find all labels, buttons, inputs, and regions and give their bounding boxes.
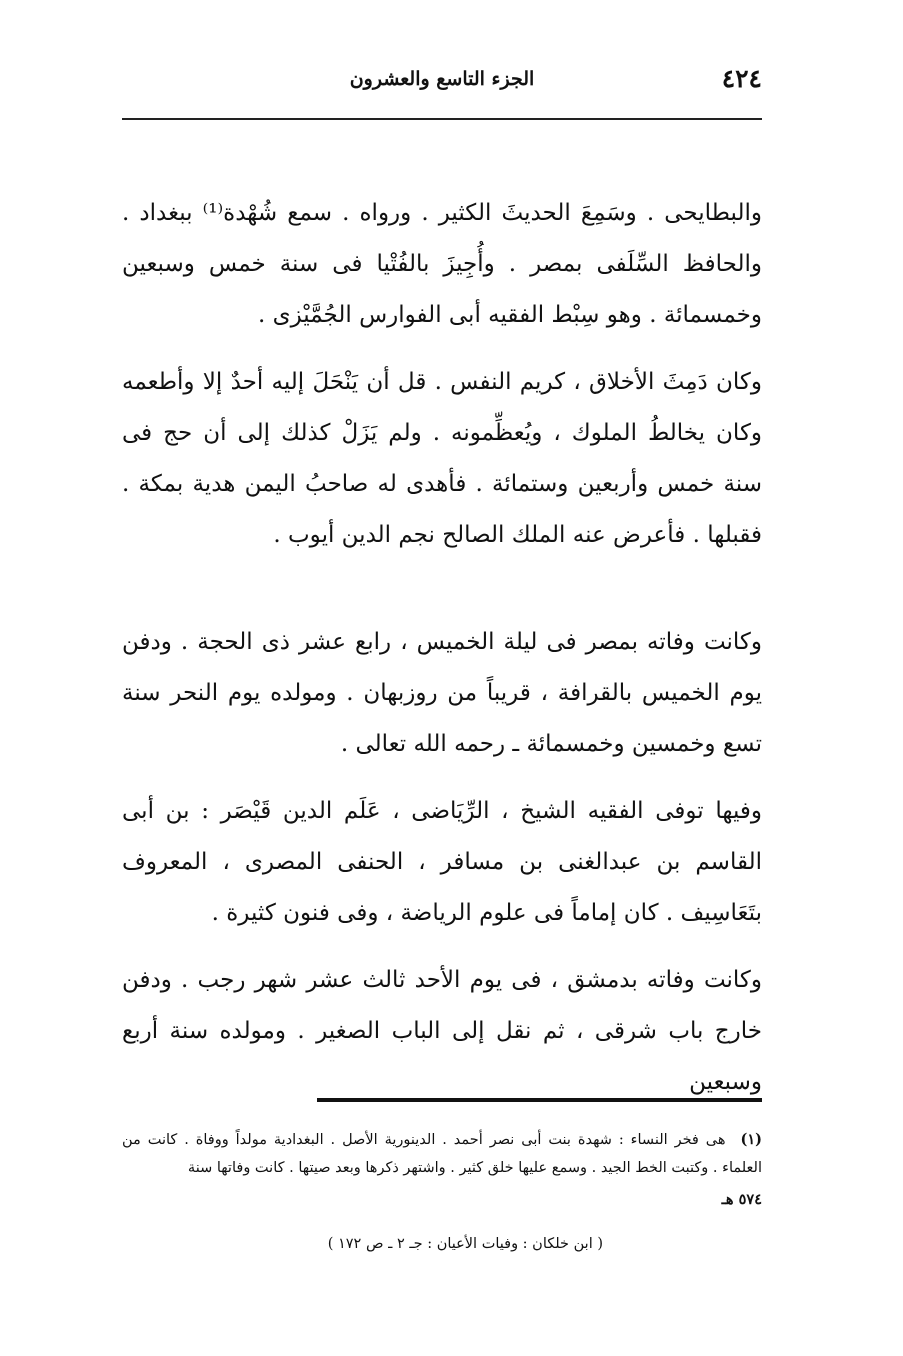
header-rule <box>122 118 762 120</box>
footnote-marker: (١) <box>740 1131 763 1148</box>
footnote-rule <box>317 1098 762 1102</box>
footnote-year: ٥٧٤ هـ <box>721 1191 762 1208</box>
paragraph-gap <box>122 561 762 617</box>
paragraph-2: وكان دَمِثَ الأخلاق ، كريم النفس . قل أن يَنْحَلَ إليه أحدٌ إلا وأطعمه وكان يخالطُ الملوك ، ويُعظِّمونه . ولم يَزَلْ كذلك إلى أن حج فى سنة خمس وأربعين وستمائة . فأهدى له صاحبُ اليمن هدية بمكة . فقبلها . فأعرض عنه الملك الصالح نجم الدين أيوب . <box>122 369 762 548</box>
footnote-source: ( ابن خلكان : وفيات الأعيان : جـ ٢ ـ ص ١٧٢ ) <box>327 1236 603 1252</box>
paragraph-5: وكانت وفاته بدمشق ، فى يوم الأحد ثالث عشر شهر رجب . ودفن خارج باب شرقى ، ثم نقل إلى الباب الصغير . ومولده سنة أربع وسبعين <box>122 967 762 1095</box>
paragraph-3: وكانت وفاته بمصر فى ليلة الخميس ، رابع عشر ذى الحجة . ودفن يوم الخميس بالقرافة ، قريباً من روزبهان . ومولده يوم النحر سنة تسع وخمسين وخمسمائة ـ رحمه الله تعالى . <box>122 629 762 757</box>
paragraph-1: والبطايحى . وسَمِعَ الحديثَ الكثير . ورواه . سمع شُهْدة⁽¹⁾ ببغداد . والحافظ السِّلَفى بمصر . وأُجِيزَ بالفُتْيا فى سنة خمس وسبعين وخمسمائة . وهو سِبْط الفقيه أبى الفوارس الجُمَّيْزى . <box>122 200 762 328</box>
footnote-1 <box>122 1126 762 1182</box>
footnotes <box>122 1126 762 1214</box>
page-header <box>122 64 762 104</box>
paragraph-4: وفيها توفى الفقيه الشيخ ، الرِّيَاضى ، عَلَم الدين قَيْصَر : بن أبى القاسم بن عبدالغنى بن مسافر ، الحنفى المصرى ، المعروف بتَعَاسِيف . كان إماماً فى علوم الرياضة ، وفى فنون كثيرة . <box>122 798 762 926</box>
paragraph-gap <box>122 341 762 357</box>
body-text <box>122 188 762 1108</box>
page-number: ٤٢٤ <box>721 64 762 93</box>
running-head: الجزء التاسع والعشرون <box>349 68 535 90</box>
paragraph-gap <box>122 770 762 786</box>
footnote-text: هى فخر النساء : شهدة بنت أبى نصر أحمد . الدينورية الأصل . البغدادية مولداً ووفاة . كانت من العلماء . وكتبت الخط الجيد . وسمع عليها خلق كثير . واشتهر ذكرها وبعد صيتها . كانت وفاتها سنة <box>122 1132 762 1176</box>
paragraph-gap <box>122 939 762 955</box>
